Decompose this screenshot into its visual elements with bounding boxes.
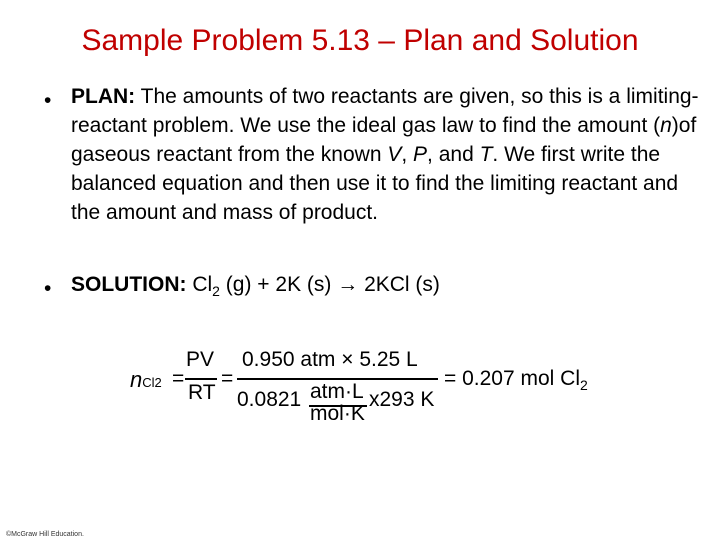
eq-fraction-line-1 <box>185 378 217 380</box>
plan-comma-2: , and <box>427 143 480 166</box>
plan-text-3: . We first write the balanced equation and then use it to find the limiting reactant and the amount and mass of product. <box>71 143 679 224</box>
eq-n-sub: Cl2 <box>142 375 162 390</box>
eq-unit-numerator: atm·L <box>310 380 364 403</box>
plan-bullet: • <box>44 89 52 112</box>
eq-temperature: x293 K <box>369 388 435 411</box>
eq-pv: PV <box>186 348 215 371</box>
eq-result-sub: 2 <box>580 377 588 394</box>
eq-result <box>444 367 588 393</box>
plan-var-p: P <box>413 143 428 166</box>
equation-lhs <box>130 367 162 393</box>
slide-title: Sample Problem 5.13 – Plan and Solution <box>81 24 639 57</box>
plan-comma-1: , <box>401 143 414 166</box>
eq-denominator-value: 0.0821 <box>237 388 302 411</box>
plan-var-t: T <box>479 143 493 166</box>
copyright-footer: ©McGraw Hill Education. <box>6 531 84 538</box>
solution-sub: 2 <box>212 283 220 300</box>
eq-n: n <box>130 367 143 392</box>
plan-label: PLAN: <box>71 85 136 108</box>
solution-label: SOLUTION: <box>71 273 187 296</box>
solution-rest: (g) + 2K (s) → 2KCl (s) <box>219 273 440 296</box>
solution-line <box>71 270 671 306</box>
plan-paragraph <box>71 82 711 227</box>
solution-bullet: • <box>44 277 52 300</box>
eq-numerator: 0.950 atm × 5.25 L <box>242 348 418 371</box>
eq-equals-2: = <box>221 367 234 390</box>
plan-var-n: n <box>660 114 672 137</box>
plan-text-1: The amounts of two reactants are given, so this is a limiting-reactant problem. We use the ideal gas law to find the amount ( <box>71 85 699 137</box>
eq-result-text: = 0.207 mol Cl <box>444 367 580 390</box>
plan-var-v: V <box>387 143 402 166</box>
plan-text-2: )of gaseous reactant from the known <box>71 114 697 166</box>
solution-cl: Cl <box>186 273 213 296</box>
eq-equals-1: = <box>172 367 185 390</box>
eq-rt: RT <box>188 381 216 404</box>
eq-unit-denominator: mol·K <box>310 402 365 425</box>
